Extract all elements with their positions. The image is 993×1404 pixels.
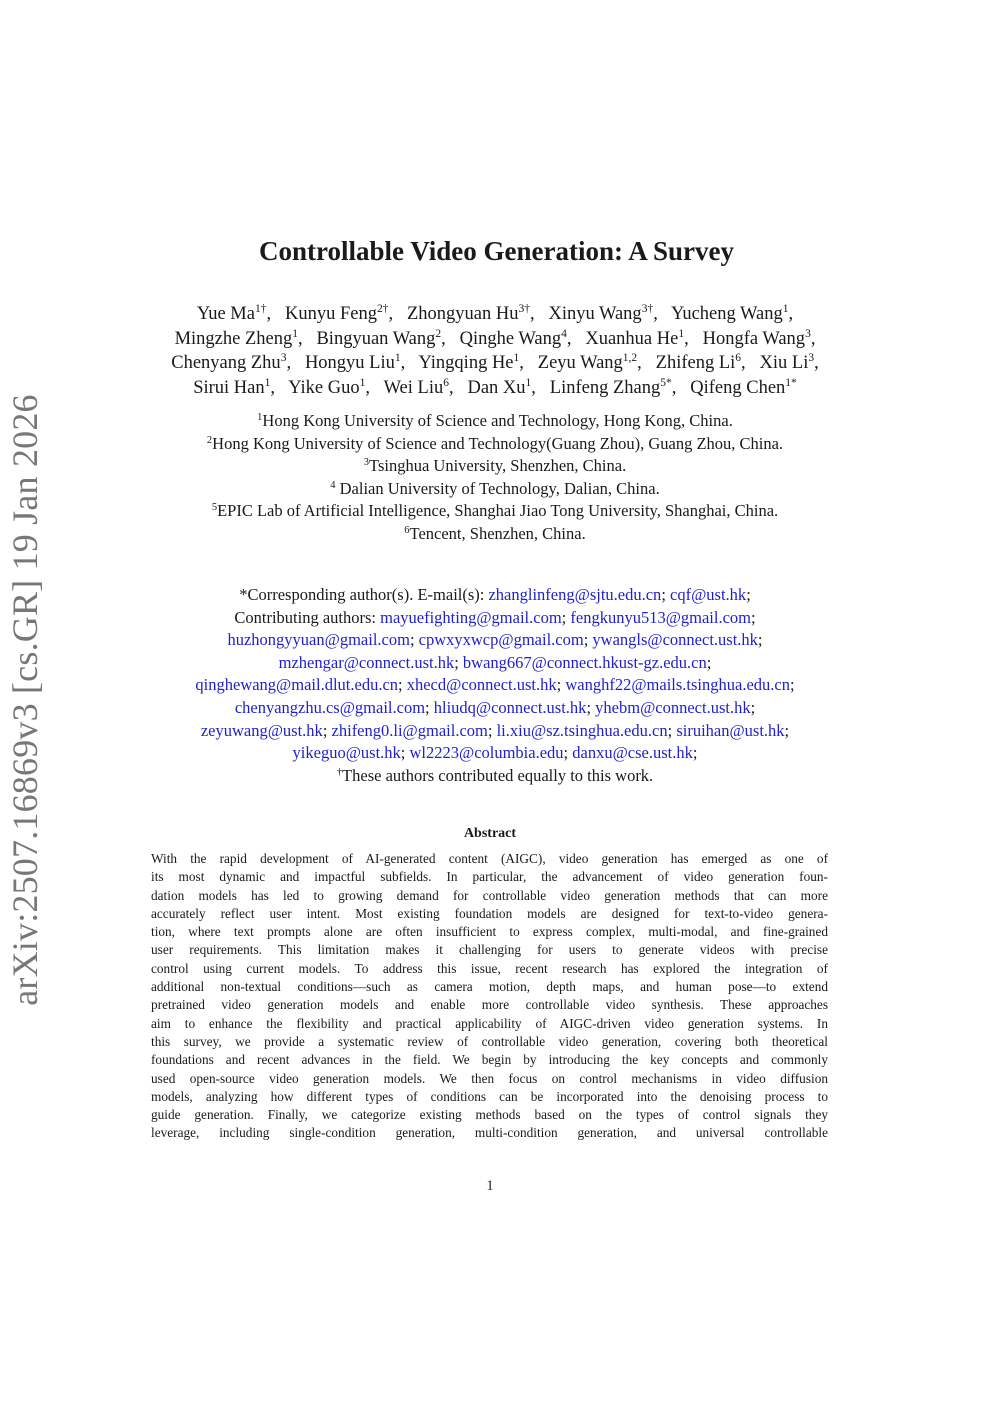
author-affiliation-mark: 1† bbox=[254, 303, 267, 315]
email-link[interactable]: siruihan@ust.hk bbox=[676, 720, 785, 740]
arxiv-identifier-text: arXiv:2507.16869v3 [cs.GR] 19 Jan 2026 bbox=[5, 394, 45, 1006]
email-link[interactable]: chenyangzhu.cs@gmail.com bbox=[234, 697, 426, 717]
author-name-text: Dan Xu bbox=[467, 377, 526, 398]
affiliation-mark: 3 bbox=[363, 457, 370, 469]
email-link[interactable]: qinghewang@mail.dlut.edu.cn bbox=[195, 675, 399, 695]
author-affiliation-mark: 3 bbox=[805, 327, 811, 340]
affiliation-text: Tsinghua University, Shenzhen, China. bbox=[369, 456, 627, 476]
author-name-text: Kunyu Feng bbox=[284, 304, 377, 324]
affiliation-text: Tencent, Shenzhen, China. bbox=[409, 523, 586, 543]
author-affiliation-mark: 1 bbox=[292, 327, 298, 340]
author-name-text: Zhongyuan Hu bbox=[406, 304, 519, 324]
affiliation-list bbox=[100, 410, 890, 546]
author-name bbox=[585, 329, 684, 349]
email-link[interactable]: huzhongyyuan@gmail.com bbox=[227, 630, 410, 650]
author-affiliation-mark: 4 bbox=[561, 327, 567, 340]
author-name bbox=[285, 304, 389, 324]
affiliation-mark: 4 bbox=[330, 479, 336, 491]
email-link[interactable]: cpwxyxwcp@gmail.com bbox=[418, 630, 584, 650]
author-affiliation-mark: 3† bbox=[641, 303, 654, 315]
affiliation-text: EPIC Lab of Artificial Intelligence, Shanghai Jiao Tong University, Shanghai, China. bbox=[217, 501, 779, 521]
affiliation bbox=[100, 523, 890, 546]
email-link[interactable]: danxu@cse.ust.hk bbox=[572, 743, 693, 763]
email-link[interactable]: wl2223@columbia.edu bbox=[409, 743, 564, 763]
abstract-line: leverage, including single-condition generation, multi-condition generation, and universal controllable bbox=[151, 1125, 828, 1141]
author-name-text: Yue Ma bbox=[196, 304, 255, 324]
abstract-line: its most dynamic and impactful subfields. In particular, the advancement of video generation foun- bbox=[151, 869, 828, 885]
author-name-text: Linfeng Zhang bbox=[549, 377, 661, 398]
affiliation bbox=[100, 410, 890, 433]
author-affiliation-mark: 1 bbox=[678, 327, 685, 340]
abstract-line: this survey, we provide a systematic review of controllable video generation, covering both theoretical bbox=[151, 1033, 828, 1049]
author-name-text: Xinyu Wang bbox=[548, 304, 642, 324]
equal-contribution-mark: † bbox=[336, 766, 343, 778]
author-name bbox=[467, 378, 531, 398]
abstract-line: pretrained video generation models and enable more controllable video synthesis. These approaches bbox=[151, 997, 828, 1013]
author-name-text: Wei Liu bbox=[383, 377, 444, 398]
contributing-label: Contributing authors: bbox=[234, 607, 381, 627]
corresponding-label: *Corresponding author(s). E-mail(s): bbox=[239, 585, 489, 604]
author-name-text: Xuanhua He bbox=[585, 328, 679, 349]
author-name-text: Zhifeng Li bbox=[655, 353, 736, 373]
affiliation bbox=[100, 478, 890, 501]
email-line: *Corresponding author(s). E-mail(s): zhanglinfeng@sjtu.edu.cn; cqf@ust.hk; bbox=[239, 585, 751, 604]
author-name bbox=[548, 304, 653, 324]
author-affiliation-mark: 1 bbox=[525, 376, 532, 389]
abstract-line: control using current models. To address this issue, recent research has explored the integration of bbox=[151, 960, 828, 976]
author-affiliation-mark: 6 bbox=[735, 352, 742, 364]
email-line: qinghewang@mail.dlut.edu.cn; xhecd@connect.ust.hk; wanghf22@mails.tsinghua.edu.cn; bbox=[195, 675, 795, 695]
author-name bbox=[305, 353, 401, 373]
abstract-line: models, analyzing how different types of conditions can be incorporated into the denoising process to bbox=[151, 1088, 828, 1104]
author-name bbox=[171, 353, 286, 373]
author-name bbox=[671, 304, 788, 324]
author-name bbox=[175, 329, 298, 349]
author-affiliation-mark: 1* bbox=[785, 376, 797, 389]
affiliation-mark: 2 bbox=[206, 434, 213, 446]
abstract-heading: Abstract bbox=[463, 826, 517, 841]
email-link[interactable]: fengkunyu513@gmail.com bbox=[570, 607, 752, 627]
author-name-text: Zeyu Wang bbox=[537, 353, 623, 373]
author-name bbox=[384, 378, 449, 398]
author-name bbox=[656, 353, 741, 373]
email-link[interactable]: yikeguo@ust.hk bbox=[292, 743, 401, 763]
affiliation-mark: 1 bbox=[257, 412, 263, 423]
affiliation-text: Hong Kong University of Science and Technology(Guang Zhou), Guang Zhou, China. bbox=[212, 433, 784, 453]
author-name bbox=[197, 304, 267, 324]
affiliation-text: Dalian University of Technology, Dalian, China. bbox=[335, 478, 660, 498]
author-name-text: Bingyuan Wang bbox=[316, 328, 436, 349]
author-name-text: Hongyu Liu bbox=[304, 353, 395, 373]
email-link[interactable]: zhifeng0.li@gmail.com bbox=[331, 720, 488, 740]
email-line: yikeguo@ust.hk; wl2223@columbia.edu; danxu@cse.ust.hk; bbox=[292, 743, 698, 763]
author-name bbox=[538, 353, 637, 373]
abstract-line: accurately reflect user intent. Most existing foundation models are designed for text-to-video genera- bbox=[151, 905, 828, 921]
affiliation-mark: 6 bbox=[404, 524, 410, 536]
author-affiliation-mark: 1 bbox=[359, 376, 366, 389]
author-name bbox=[690, 378, 797, 398]
author-affiliation-mark: 3 bbox=[280, 352, 287, 364]
author-name bbox=[550, 378, 672, 398]
author-list bbox=[100, 302, 890, 400]
abstract-line: With the rapid development of AI-generated content (AIGC), video generation has emerged as one of bbox=[151, 851, 828, 866]
author-name-text: Yingqing He bbox=[418, 353, 514, 373]
author-name bbox=[418, 353, 519, 373]
author-line: Chenyang Zhu$^3$, Hongyu Liu$^1$, Yingqing He$^1$, Zeyu Wang$^{1,2}$, Zhifeng Li$^6$, Xiu Li$^3$, bbox=[171, 352, 819, 373]
email-link[interactable]: xhecd@connect.ust.hk bbox=[406, 675, 557, 695]
author-name-text: Qinghe Wang bbox=[459, 328, 562, 349]
equal-contribution-text: These authors contributed equally to this work. bbox=[342, 765, 654, 785]
email-link[interactable]: cqf@ust.hk bbox=[670, 585, 747, 604]
author-name bbox=[460, 329, 567, 349]
paper-title: Controllable Video Generation: A Survey bbox=[258, 236, 734, 266]
page-number: 1 bbox=[486, 1178, 494, 1194]
author-name bbox=[760, 353, 815, 373]
author-affiliation-mark: 3† bbox=[518, 303, 530, 315]
author-name-text: Mingzhe Zheng bbox=[174, 328, 293, 349]
email-link[interactable]: bwang667@connect.hkust-gz.edu.cn bbox=[462, 652, 707, 672]
affiliation bbox=[100, 455, 890, 478]
affiliation-text: Hong Kong University of Science and Technology, Hong Kong, China. bbox=[262, 411, 733, 430]
affiliation bbox=[100, 500, 890, 523]
author-name-text: Yucheng Wang bbox=[671, 304, 783, 324]
author-affiliation-mark: 1 bbox=[394, 352, 401, 364]
abstract-line: used open-source video generation models. We then focus on control mechanisms in video diffusion bbox=[151, 1070, 828, 1086]
email-link[interactable]: zeyuwang@ust.hk bbox=[200, 720, 323, 740]
author-name-text: Xiu Li bbox=[759, 353, 809, 373]
abstract-body bbox=[151, 850, 828, 1143]
author-affiliation-mark: 1 bbox=[782, 303, 789, 315]
author-name-text: Hongfa Wang bbox=[702, 328, 806, 349]
author-affiliation-mark: 6 bbox=[443, 376, 449, 389]
author-affiliation-mark: 1,2 bbox=[622, 352, 638, 364]
equal-contribution-note bbox=[120, 765, 870, 788]
email-link[interactable]: mzhengar@connect.ust.hk bbox=[278, 652, 455, 672]
author-name-text: Yike Guo bbox=[288, 377, 360, 398]
abstract-line: aim to enhance the flexibility and practical applicability of AIGC-driven video generation systems. In bbox=[151, 1015, 828, 1031]
contact-block bbox=[120, 584, 870, 787]
author-line: Sirui Han$^1$, Yike Guo$^1$, Wei Liu$^6$, Dan Xu$^1$, Linfeng Zhang$^{5*}$, Qifeng Chen$^{1*}$ bbox=[193, 376, 797, 398]
abstract-line: user requirements. This limitation makes it challenging for users to generate videos with precise bbox=[151, 942, 828, 958]
author-affiliation-mark: 2 bbox=[435, 327, 442, 340]
author-line: Mingzhe Zheng$^1$, Bingyuan Wang$^2$, Qinghe Wang$^4$, Xuanhua He$^1$, Hongfa Wang$^3$, bbox=[174, 327, 816, 349]
author-affiliation-mark: 5* bbox=[660, 376, 672, 389]
author-name-text: Qifeng Chen bbox=[690, 377, 786, 398]
author-name-text: Chenyang Zhu bbox=[171, 353, 281, 373]
author-name bbox=[703, 329, 811, 349]
email-link[interactable]: hliudq@connect.ust.hk bbox=[433, 697, 587, 717]
author-affiliation-mark: 1 bbox=[264, 376, 271, 389]
email-link[interactable]: ywangls@connect.ust.hk bbox=[592, 630, 758, 650]
author-name bbox=[288, 378, 365, 398]
author-name bbox=[407, 304, 530, 324]
email-link[interactable]: wanghf22@mails.tsinghua.edu.cn bbox=[565, 675, 790, 695]
author-name-text: Sirui Han bbox=[193, 377, 265, 398]
email-line: Contributing authors: mayuefighting@gmail.com; fengkunyu513@gmail.com; bbox=[234, 607, 756, 627]
email-link[interactable]: yhebm@connect.ust.hk bbox=[595, 697, 751, 717]
email-link[interactable]: li.xiu@sz.tsinghua.edu.cn bbox=[496, 720, 668, 740]
author-line: Yue $Ma^{1\dagger}$, Kunyu Feng$^{2\dagger}$, Zhongyuan $Hu^{3\dagger}$, Xinyu Wang$^{3\dagger}$, Yucheng Wang$^1$, bbox=[196, 303, 794, 324]
author-name bbox=[193, 378, 270, 398]
author-name bbox=[316, 329, 441, 349]
author-affiliation-mark: 3 bbox=[808, 352, 815, 364]
affiliation bbox=[100, 433, 890, 456]
email-link[interactable]: zhanglinfeng@sjtu.edu.cn bbox=[488, 585, 662, 604]
abstract-line: additional non-textual conditions—such as camera motion, depth maps, and human pose—to extend bbox=[151, 979, 828, 995]
email-line: chenyangzhu.cs@gmail.com; hliudq@connect.ust.hk; yhebm@connect.ust.hk; bbox=[234, 697, 756, 717]
author-affiliation-mark: 2† bbox=[376, 303, 389, 315]
abstract-line: guide generation. Finally, we categorize existing methods based on the types of control signals they bbox=[151, 1107, 828, 1123]
email-line: zeyuwang@ust.hk; zhifeng0.li@gmail.com; li.xiu@sz.tsinghua.edu.cn; siruihan@ust.hk; bbox=[200, 720, 790, 740]
author-affiliation-mark: 1 bbox=[513, 352, 520, 364]
abstract-line: tion, where text prompts alone are often insufficient to express complex, multi-modal, and fine-grained bbox=[151, 924, 828, 940]
email-link[interactable]: mayuefighting@gmail.com bbox=[380, 607, 562, 627]
abstract-line: dation models has led to growing demand for controllable video generation methods that can more bbox=[151, 887, 828, 903]
email-line: mzhengar@connect.ust.hk; bwang667@connect.hkust-gz.edu.cn; bbox=[278, 652, 712, 672]
affiliation-mark: 5 bbox=[211, 502, 218, 514]
email-line: huzhongyyuan@gmail.com; cpwxyxwcp@gmail.com; ywangls@connect.ust.hk; bbox=[227, 630, 763, 650]
abstract-line: foundations and recent advances in the field. We begin by introducing the key concepts and commonly bbox=[151, 1052, 828, 1068]
